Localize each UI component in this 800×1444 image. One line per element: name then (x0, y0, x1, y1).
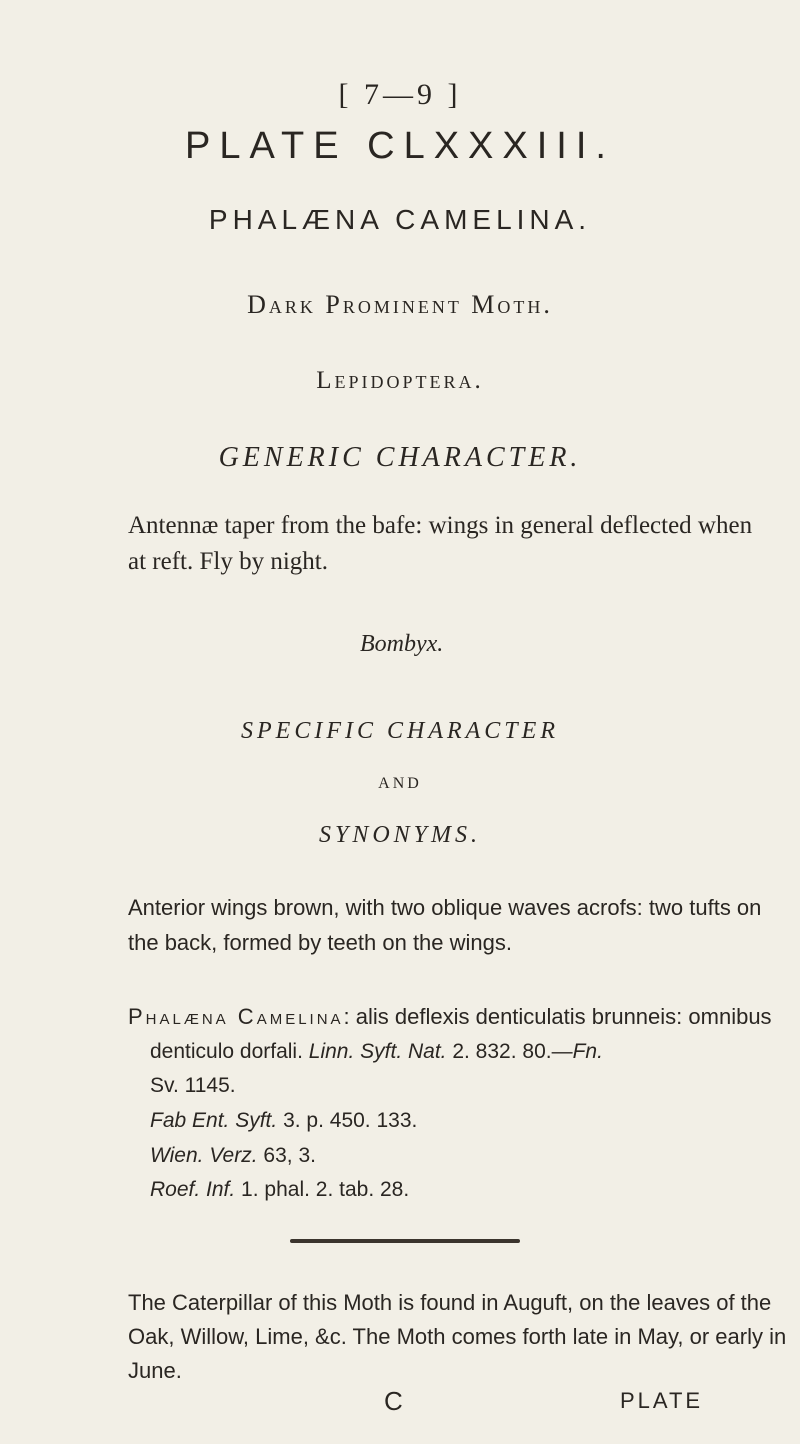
genus-name: Bombyx. (360, 631, 444, 657)
generic-character-text: Antennæ taper from the bafe: wings in general deflected when at reft. Fly by night. (128, 512, 753, 575)
synonym-entry-line-2 (150, 1040, 603, 1064)
common-name: Dark Prominent Moth. (247, 290, 553, 319)
synonyms-heading: SYNONYMS. (318, 822, 482, 848)
reference-2-title: Fab Ent. Syft. (150, 1109, 278, 1132)
plate-title: PLATE CLXXXIII. (185, 125, 615, 167)
synonym-reference-1: Sv. 1145. (150, 1074, 236, 1097)
reference-4-citation: 1. phal. 2. tab. 28. (235, 1178, 410, 1201)
page-number: [ 7—9 ] (338, 78, 462, 111)
reference-4-title: Roef. Inf. (150, 1178, 236, 1201)
reference-3-citation: 63, 3. (257, 1144, 316, 1167)
caterpillar-paragraph: The Caterpillar of this Moth is found in Auguft, on the leaves of the Oak, Willow, Lime, &c. The Moth comes forth late in May, or early in June. (128, 1290, 787, 1383)
catchword: PLATE (620, 1388, 704, 1413)
synonym-line2-fn: Fn. (572, 1040, 603, 1063)
synonym-reference-2 (150, 1109, 417, 1133)
generic-character-heading: GENERIC CHARACTER. (218, 442, 582, 473)
and-word: AND (378, 775, 422, 792)
synonym-reference-4 (150, 1178, 409, 1202)
synonym-line2-ref: Linn. Syft. Nat. (308, 1040, 447, 1063)
specific-character-heading: SPECIFIC CHARACTER (241, 718, 559, 744)
reference-2-citation: 3. p. 450. 133. (277, 1109, 418, 1132)
order-name: Lepidoptera. (316, 367, 484, 394)
species-name: PHALÆNA CAMELINA. (208, 204, 592, 235)
synonym-diagnosis: : alis deflexis denticulatis brunneis: omnibus (343, 1004, 772, 1029)
specific-character-text: Anterior wings brown, with two oblique waves acrofs: two tufts on the back, formed by teeth on the wings. (128, 895, 762, 955)
reference-3-title: Wien. Verz. (150, 1144, 258, 1167)
synonym-reference-3 (150, 1144, 316, 1168)
synonym-line2-tail: 2. 832. 80.— (446, 1040, 573, 1063)
synonym-line2-plain: denticulo dorfali. (150, 1040, 309, 1063)
synonym-entry-line-1 (128, 1004, 772, 1030)
synonym-species-name: Phalæna Camelina (128, 1004, 344, 1029)
section-divider (290, 1239, 520, 1243)
signature-mark: C (384, 1386, 403, 1416)
